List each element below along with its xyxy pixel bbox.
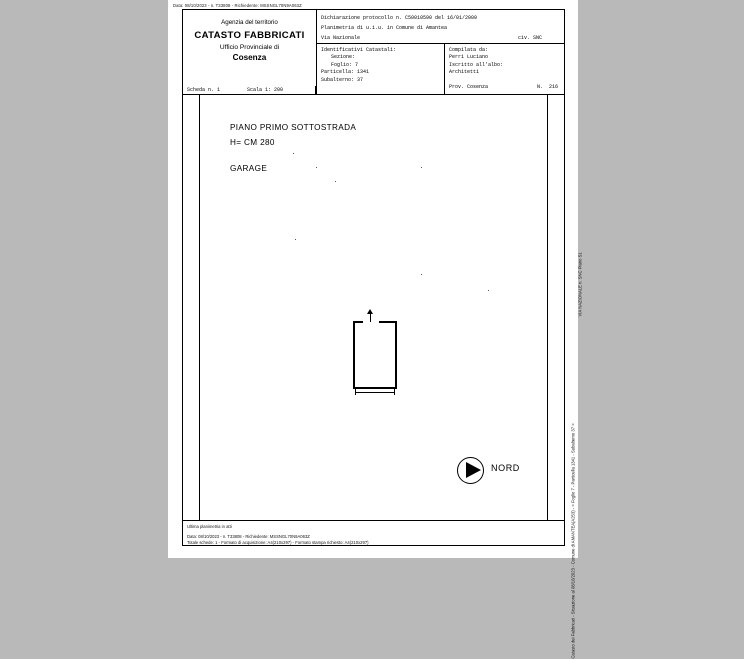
side-legal-text-primary: Catasto dei Fabbricati - Situazione al 08/10/2023 - Comune di AMANTEA(A253) - < Foglio 7 - Particella 1341 - Subalterno 37 > (570, 423, 575, 659)
plan-title-block (230, 123, 356, 173)
agency-block (183, 10, 317, 94)
header-right (317, 10, 564, 94)
left-rule-line (199, 95, 200, 520)
floor-plan-sketch (351, 321, 401, 395)
subalterno-field: Subalterno: 37 (321, 76, 364, 83)
entrance-arrow-stem (370, 313, 371, 322)
right-rule-line (547, 95, 548, 520)
provincia-field: Prov. Cosenza (449, 83, 489, 90)
sezione-field: Sezione: (331, 54, 356, 61)
speck-mark (421, 167, 422, 168)
albo-label: Iscritto all'albo: (449, 61, 504, 68)
wall-bottom (353, 387, 397, 389)
document-page (168, 0, 582, 659)
civ-label: civ. SNC (517, 35, 542, 41)
scala-value: Scala 1: 200 (247, 87, 284, 93)
footer-request-line: Data: 08/10/2023 - n. T33808 - Richiedente: MSSNGL70N9A063Z (187, 534, 310, 539)
particella-field: Particella: 1341 (321, 69, 370, 76)
declaration-line: Dichiarazione protocollo n. C50010590 del 16/01/2009 (321, 15, 478, 21)
ufficio-label: Ufficio Provinciale di (219, 44, 280, 51)
dimension-line (355, 392, 395, 393)
catasto-title: CATASTO FABBRICATI (194, 30, 305, 41)
plan-title-use: GARAGE (230, 164, 268, 173)
declaration-block (317, 10, 564, 44)
foglio-field: Foglio: 7 (331, 61, 359, 68)
header-row-lower (317, 44, 564, 94)
scheda-strip (182, 86, 316, 95)
ufficio-city: Cosenza (232, 53, 267, 62)
side-legal-text-secondary: VIA NAZIONALE n. SNC Piano S1 (577, 252, 582, 317)
albo-value: Architetti (449, 69, 480, 76)
footer-block (182, 520, 565, 546)
speck-mark (295, 239, 296, 240)
compilata-block (445, 44, 564, 94)
speck-mark (293, 153, 294, 154)
numero-field (537, 84, 558, 91)
speck-mark (316, 167, 317, 168)
identificativi-title: Identificativi Catastali: (321, 47, 397, 53)
address-line: Via Nazionale (321, 35, 361, 41)
plan-title-floor: PIANO PRIMO SOTTOSTRADA (230, 123, 357, 132)
planimetry-line: Planimetria di u.i.u. in Comune di Amantea (321, 25, 448, 31)
speck-mark (335, 181, 336, 182)
scheda-number: Scheda n. 1 (187, 87, 221, 93)
agency-name: Agenzia del territorio (221, 19, 278, 26)
top-meta-line: Data: 08/10/2023 - n. T33808 - Richiedente: MSSNGL70N9A063Z (173, 3, 302, 8)
compass-needle-icon (466, 462, 481, 478)
identificativi-block (317, 44, 445, 94)
footer-format-line: Totale schede: 1 - Formato di acquisizione: A4(210x297) - Formato stampa richiesto: A4(210x297) (187, 540, 369, 545)
numero-label: N. (536, 83, 543, 90)
north-compass (457, 455, 547, 489)
footer-last-planimetry: Ultima planimetria in atti (187, 524, 232, 529)
numero-value: 216 (548, 83, 558, 90)
wall-right (395, 321, 397, 389)
header-block (182, 9, 565, 95)
compilata-name: Perri Luciano (449, 54, 489, 61)
wall-left (353, 321, 355, 389)
speck-mark (488, 290, 489, 291)
compilata-label: Compilata da: (449, 47, 489, 53)
north-label: NORD (491, 463, 520, 473)
speck-mark (421, 274, 422, 275)
plan-title-height: H= CM 280 (230, 138, 275, 147)
drawing-area (182, 95, 565, 520)
